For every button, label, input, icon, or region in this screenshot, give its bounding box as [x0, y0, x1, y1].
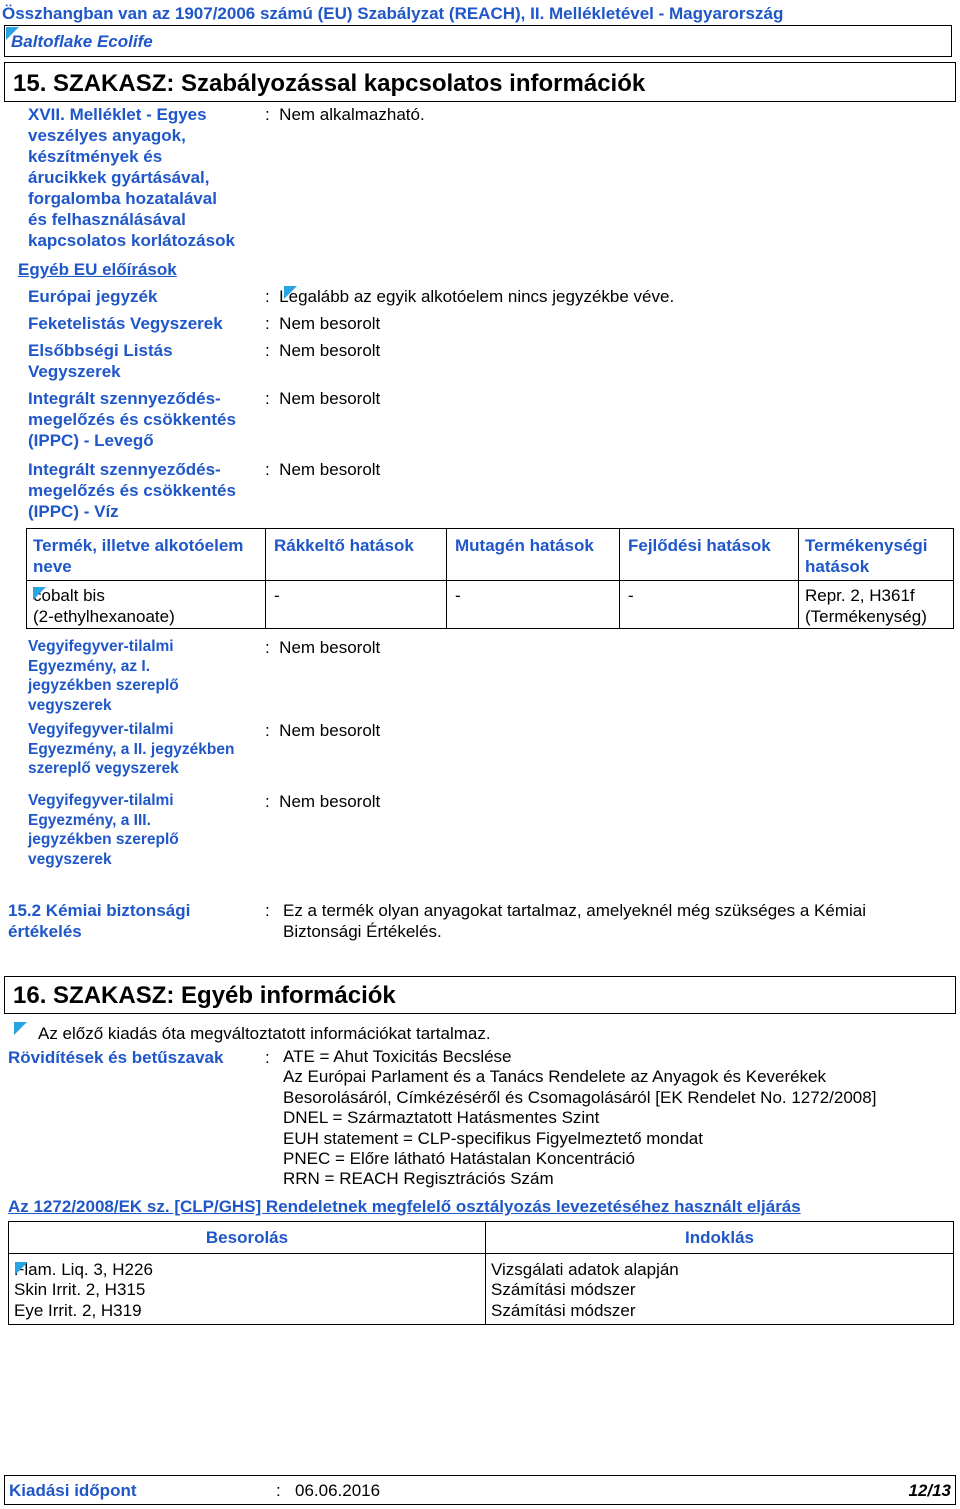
cell-mutagenic: - — [447, 581, 620, 629]
changed-info-note: Az előző kiadás óta megváltoztatott információkat tartalmaz. — [38, 1024, 491, 1043]
cwc-list1-label: Vegyifegyver-tilalmi Egyezmény, az I. jegyzékben szereplő vegyszerek — [28, 638, 179, 714]
product-name: Baltoflake Ecolife — [11, 32, 153, 51]
blacklist-value: : Nem besorolt — [265, 314, 381, 333]
cwc-list2-label: Vegyifegyver-tilalmi Egyezmény, a II. jegyzékben szereplő vegyszerek — [28, 721, 235, 777]
ippc-air-value: : Nem besorolt — [265, 389, 381, 408]
footer — [4, 1475, 956, 1505]
cwc-list3-value: : Nem besorolt — [265, 792, 381, 811]
change-flag-icon — [33, 587, 46, 600]
issue-date-colon: : — [276, 1481, 281, 1500]
table-row — [27, 581, 954, 629]
section-16-header — [4, 976, 956, 1014]
priority-list-value: : Nem besorolt — [265, 341, 381, 360]
header-carcinogenic: Rákkeltő hatások — [266, 529, 447, 581]
european-inventory-value: : Legalább az egyik alkotóelem nincs jegyzékbe véve. — [265, 287, 675, 306]
priority-list-label: Elsőbbségi Listás Vegyszerek — [28, 341, 173, 381]
cell-fertility: Repr. 2, H361f (Termékenység) — [805, 586, 927, 626]
header-classification: Besorolás — [9, 1222, 486, 1254]
chemical-safety-assessment-colon: : — [265, 901, 270, 920]
abbreviations-label: Rövidítések és betűszavak — [8, 1048, 224, 1067]
change-flag-icon — [14, 1022, 27, 1035]
annex17-value: : Nem alkalmazható. — [265, 105, 425, 124]
justification-cell: Vizsgálati adatok alapján Számítási módszer Számítási módszer — [491, 1260, 679, 1320]
cell-developmental: - — [620, 581, 799, 629]
issue-date-value: 06.06.2016 — [295, 1481, 381, 1500]
cmr-effects-table — [26, 528, 954, 629]
cwc-list2-value: : Nem besorolt — [265, 721, 381, 740]
classification-cell: Flam. Liq. 3, H226 Skin Irrit. 2, H315 Eye Irrit. 2, H319 — [9, 1254, 486, 1325]
cwc-list3-label: Vegyifegyver-tilalmi Egyezmény, a III. jegyzékben szereplő vegyszerek — [28, 792, 179, 868]
table-row — [9, 1254, 954, 1325]
classification-table — [8, 1221, 954, 1325]
product-name-box — [4, 25, 952, 57]
european-inventory-label: Európai jegyzék — [28, 287, 158, 306]
header-fertility: Termékenységi hatások — [805, 536, 928, 576]
section-15-header — [4, 62, 956, 102]
issue-date-label: Kiadási időpont — [9, 1481, 137, 1500]
cell-component-name: cobalt bis (2-ethylhexanoate) — [27, 581, 266, 629]
abbreviations-list: ATE = Ahut Toxicitás Becslése Az Európai Parlament és a Tanács Rendelete az Anyagok és Keverékek Besorolásáról, Címkézéséről és Csomagolásáról [EK Rendelet No. 1272/2008] DNEL = Származtatott Hatásmentes Szint EUH statement = CLP-specifikus Figyelmeztető mondat PNEC = Előre látható Hatástalan Koncentráció RRN = REACH Regisztrációs Szám — [283, 1047, 877, 1189]
table-header-row — [27, 529, 954, 581]
section-15-title: 15. SZAKASZ: Szabályozással kapcsolatos információk — [13, 70, 646, 97]
table-header-row — [9, 1222, 954, 1254]
blacklist-label: Feketelistás Vegyszerek — [28, 314, 223, 333]
regulation-header: Összhangban van az 1907/2006 számú (EU) Szabályzat (REACH), II. Mellékletével - Magyarország — [2, 4, 784, 23]
cell-carcinogenic: - — [266, 581, 447, 629]
chemical-safety-assessment-value: Ez a termék olyan anyagokat tartalmaz, amelyeknél még szükséges a Kémiai Biztonsági Értékelés. — [283, 901, 866, 941]
ippc-water-value: : Nem besorolt — [265, 460, 381, 479]
annex17-label: XVII. Melléklet - Egyes veszélyes anyagok, készítmények és árucikkek gyártásával, forgalomba hozatalával és felhasználásával kapcsolatos korlátozások — [28, 105, 235, 250]
section-16-title: 16. SZAKASZ: Egyéb információk — [13, 982, 396, 1009]
ippc-water-label: Integrált szennyeződés- megelőzés és csökkentés (IPPC) - Víz — [28, 460, 236, 521]
header-product-name: Termék, illetve alkotóelem neve — [27, 529, 266, 581]
header-justification: Indoklás — [685, 1228, 754, 1247]
classification-procedure-heading: Az 1272/2008/EK sz. [CLP/GHS] Rendeletnek megfelelő osztályozás levezetéséhez használt eljárás — [8, 1197, 801, 1216]
abbreviations-colon: : — [265, 1048, 270, 1067]
page-number: 12/13 — [908, 1481, 951, 1500]
cwc-list1-value: : Nem besorolt — [265, 638, 381, 657]
chemical-safety-assessment-label: 15.2 Kémiai biztonsági értékelés — [8, 901, 191, 941]
other-eu-regulations-heading: Egyéb EU előírások — [18, 260, 177, 279]
change-flag-icon — [284, 286, 297, 299]
header-developmental: Fejlődési hatások — [620, 529, 799, 581]
header-mutagenic: Mutagén hatások — [447, 529, 620, 581]
ippc-air-label: Integrált szennyeződés- megelőzés és csökkentés (IPPC) - Levegő — [28, 389, 236, 450]
change-flag-icon — [15, 1262, 28, 1275]
